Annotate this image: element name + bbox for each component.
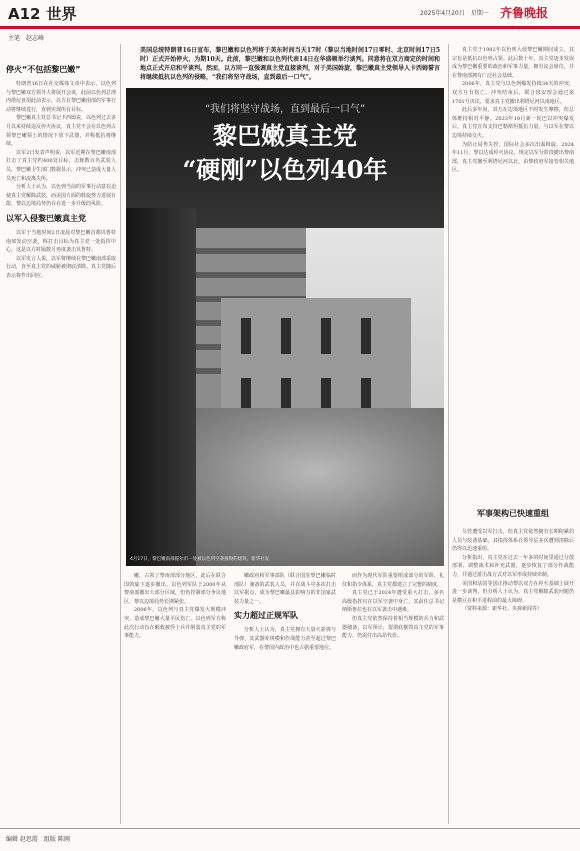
photo-caption: 4月17日，黎巴嫩南部提尔市一处被以色列空袭摧毁的建筑。新华社发 xyxy=(130,557,270,562)
left-paragraph: 黎巴嫩真主党总书记卡西姆说，以色列过去多月以来持续违反停火协议，真主党不会在以色列占领黎巴嫩领土的情况下放下武器，并称抵抗将继续。 xyxy=(6,115,116,148)
hero-title-line2: “硬刚”以色列40年 xyxy=(182,155,388,184)
right-paragraph: 分析指出，真主党在过去一年多的时间里通过分散部署、调整战术和补充武器，逐步恢复了部分作战能力，并通过游击战方式对以军形成持续牵制。 xyxy=(452,554,574,578)
left-paragraph: 以军于当地时间2日凌晨对黎巴嫩首都贝鲁特南郊发动空袭，称打击目标为真主党一处指挥中心。这是以方时隔数月再度袭击贝鲁特。 xyxy=(6,229,116,254)
building-window xyxy=(281,318,291,354)
right-paragraph: 2006年，真主党与以色列爆发持续34天的冲突，双方互有伤亡。冲突结束后，联合国安理会通过第1701号决议，要求真主党撤出利塔尼河以南地区。 xyxy=(452,81,574,105)
section-name: 世界 xyxy=(46,5,77,23)
footer-rule xyxy=(0,828,580,829)
left-paragraph: 以军2日发表声明说，以军近期在黎巴嫩南部打击了真主党约400处目标，击毙数百名武装人员，黎巴嫩卫生部门数据显示，冲突已造成大量人员死亡和流离失所。 xyxy=(6,149,116,182)
right-paragraph: 尽管遭受以军打击，但真主党依然拥有长期积累的人员与装备基础，其指挥体系在领导层多次遭到清除后仍得以迅速重组。 xyxy=(452,529,574,553)
page-credits: 编辑 赵思霞 组版 陈刚 xyxy=(6,836,70,843)
hero-quote: “我们将坚守战场，直到最后一口气” xyxy=(204,104,366,115)
hero-title-line1: 黎巴嫩真主党 xyxy=(213,121,357,150)
header-rule xyxy=(0,26,580,29)
hero-photo xyxy=(126,88,444,566)
building-window xyxy=(241,318,251,354)
left-paragraph: 特朗普16日在社交媒体文章中表示，以色列与黎巴嫩双方领导人将展开会谈，此前以色列总理内塔尼亚胡此前表示，以方在黎巴嫩南部的军事行动将继续进行，直到实现所有目标。 xyxy=(6,81,116,113)
left-story-headline: 停火“不包括黎巴嫩” xyxy=(6,65,81,74)
lede-paragraph: 美国总统特朗普16日宣布，黎巴嫩和以色列将于美东时间当天17时（黎以当地时间17日零时、北京时间17日5时）正式开始停火，为期10天。此前，黎巴嫩和以色列代表14日在华盛顿举行谈判。同意将在双方商定的时间和地点正式开启和平谈判。然而，以方同一直强调真主党直接谈判，对于美国斡旋，黎巴嫩真主党领导人卡西姆誓言将继续抵抗以色列的侵略，“我们将坚守战场，直到最后一口气”。 xyxy=(140,47,441,81)
right-story xyxy=(452,46,574,506)
bottom-paragraph: 而作为现代军队重要组成部分的军阶、礼仪和指令体系，真主党都建立了完整的制度。 xyxy=(342,573,444,588)
bottom-paragraph: 真主党已于2024年遭受重大打击，多名高级指挥官在以军空袭中身亡，其前任总书记纳斯鲁拉也在以军袭击中遇难。 xyxy=(342,590,444,614)
right-story-continued xyxy=(452,528,574,818)
right-paragraph: 为防止局势失控，国际社会多次出面斡旋。2024年11月，黎以达成停火协议，规定以军分阶段撤出黎南部，真主党撤至利塔尼河以北，由黎政府军接管相关地区。 xyxy=(452,141,574,174)
bottom-column-1 xyxy=(124,572,226,818)
tower-floor xyxy=(186,248,306,254)
building-window xyxy=(361,318,371,354)
left-sub-headline: 以军入侵黎巴嫩真主党 xyxy=(6,213,86,223)
left-paragraph: 分析人士认为，以色列当前的军事行动意在迫使真主党解除武装，而美国方面的斡旋努力进展有限，黎以边境局势仍存在进一步升级的风险。 xyxy=(6,184,116,208)
bottom-paragraph: 但真主党依然保持着相当规模的兵力和武器储备，以军预计，要彻底摧毁真主党的军事能力，仍需付出高昂代价。 xyxy=(342,615,444,640)
issue-date: 2025年4月20日 星期一 xyxy=(420,10,489,17)
column-divider xyxy=(448,44,449,824)
page-header xyxy=(0,0,580,42)
bottom-paragraph: 2006年，以色列与真主党爆发大规模冲突，造成黎巴嫩大量平民伤亡。以色列军方称此次行动旨在解救被俘士兵并削弱真主党的军事能力。 xyxy=(124,607,226,640)
left-story xyxy=(6,60,116,818)
photo-broken-wall xyxy=(126,208,196,566)
right-paragraph: 美国和法国等国正推动黎以双方在停火基础上展开进一步谈判，但分析人士认为，真主党解除武装问题仍是横亘在和平进程前的最大障碍。 xyxy=(452,580,574,604)
bottom-sub-headline: 实力超过正规军队 xyxy=(234,611,298,621)
source-note: （资料来源：新华社、央视新闻等） xyxy=(462,606,543,613)
column-divider xyxy=(120,44,121,824)
bottom-paragraph: 嫩，占领了黎南部部分地区，此后在联合国斡旋下逐步撤出。以色列军队于2000年从黎南部撤出大部分区域，但仍控制部分争议地区，黎以边境局势长期紧张。 xyxy=(124,573,226,605)
left-paragraph: 以军发言人说，以军将继续在黎巴嫩南部采取行动，直至真主党的威胁被彻底清除。真主党随后表示将作出回应。 xyxy=(6,255,116,279)
tower-floor xyxy=(186,272,306,278)
page-number: A12 世界 xyxy=(8,5,77,23)
bottom-column-2 xyxy=(234,572,336,818)
right-section-head: 军事架构已快速重组 xyxy=(477,509,549,518)
bottom-column-3 xyxy=(342,572,444,818)
building-window xyxy=(321,318,331,354)
bottom-paragraph: 分析人士认为，真主党拥有大量火箭弹与导弹，其武器库规模和作战能力甚至超过黎巴嫩政府军，在黎国内政治中也占据重要地位。 xyxy=(234,627,336,651)
right-paragraph: 真主党于1982年以色列入侵黎巴嫩期间成立，其宗旨是抵抗以色列占领。此后数十年，真主党逐步发展成为黎巴嫩重要的政治和军事力量，拥有议会席位，并在黎南部拥有广泛社会基础。 xyxy=(452,47,574,79)
masthead-logo: 齐鲁晚报 xyxy=(500,6,549,20)
bottom-paragraph: 嫩政府和军事部队（联合国驻黎巴嫩临时部队）兼备的武装人员，并在战斗中多次打击以军据点，成为黎巴嫩最具影响力的非国家武装力量之一。 xyxy=(234,573,336,605)
chief-editor: 主笔 赵志峰 xyxy=(8,35,45,42)
right-paragraph: 此后多年间，双方在边境地区不时发生摩擦，但总体维持相对平静。2023年10月新一轮巴以冲突爆发后，真主党宣布支持巴勒斯坦抵抗力量，与以军在黎以边境持续交火。 xyxy=(452,107,574,139)
